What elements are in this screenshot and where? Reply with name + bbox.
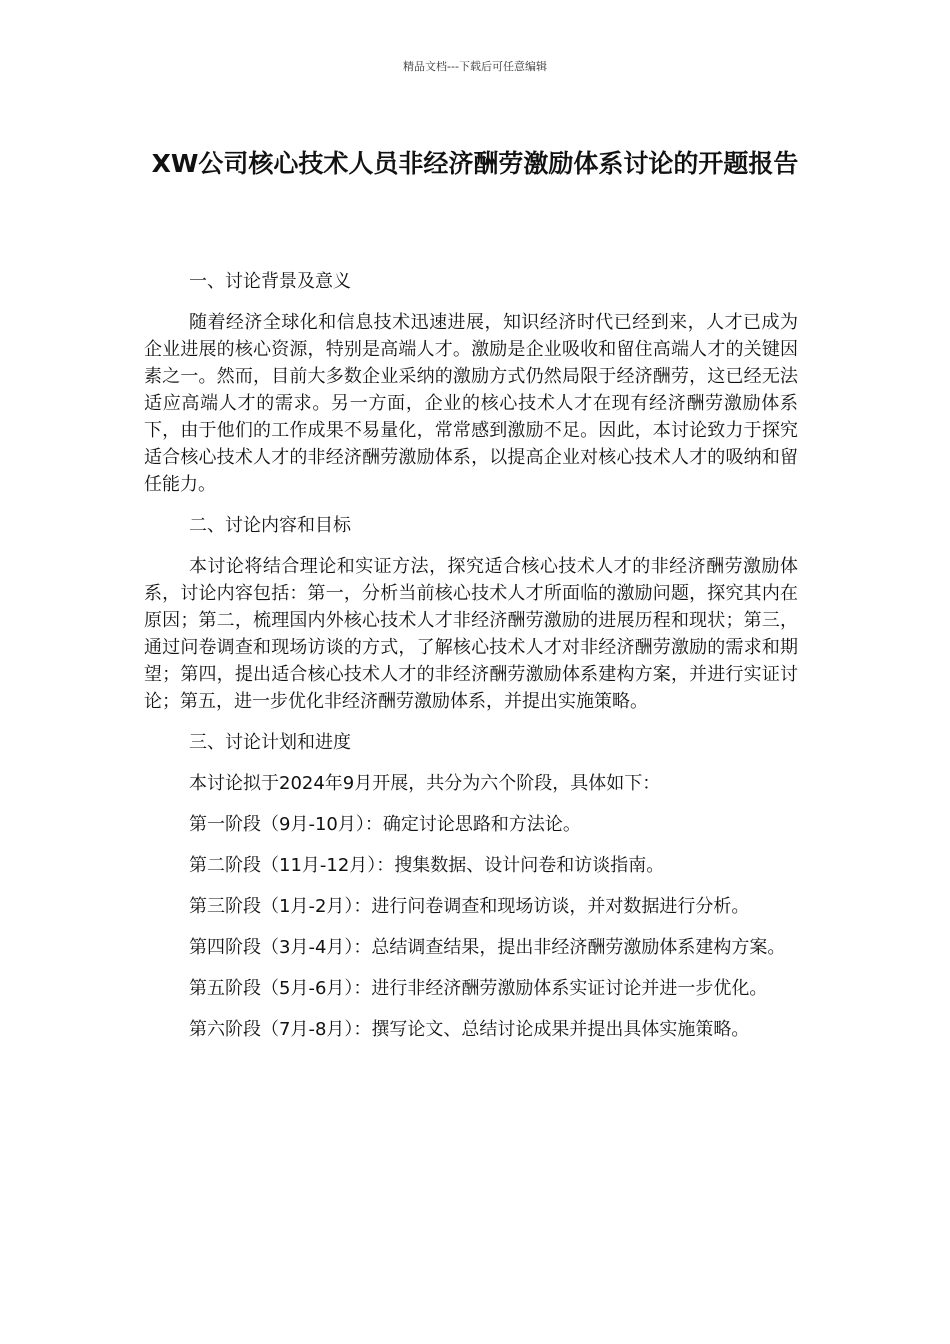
schedule-item: 第五阶段（5月-6月）：进行非经济酬劳激励体系实证讨论并进一步优化。 [189, 978, 768, 999]
header-note: 精品文档---下载后可任意编辑 [403, 60, 547, 73]
paragraph: 本讨论将结合理论和实证方法，探究适合核心技术人才的非经济酬劳激励体系，讨论内容包括：第一，分析当前核心技术人才所面临的激励问题，探究其内在原因；第二，梳理国内外核心技术人才非经济酬劳激励的进展历程和现状；第三，通过问卷调查和现场访谈的方式，了解核心技术人才对非经济酬劳激励的需求和期望；第四，提出适合核心技术人才的非经济酬劳激励体系建构方案，并进行实证讨论；第五，进一步优化非经济酬劳激励体系，并提出实施策略。 [144, 556, 798, 712]
section-heading: 三、讨论计划和进度 [189, 732, 351, 753]
paragraph: 随着经济全球化和信息技术迅速进展，知识经济时代已经到来，人才已成为企业进展的核心资源，特别是高端人才。激励是企业吸收和留住高端人才的关键因素之一。然而，目前大多数企业采纳的激励方式仍然局限于经济酬劳，这已经无法适应高端人才的需求。另一方面，企业的核心技术人才在现有经济酬劳激励体系下，由于他们的工作成果不易量化，常常感到激励不足。因此，本讨论致力于探究适合核心技术人才的非经济酬劳激励体系，以提高企业对核心技术人才的吸纳和留任能力。 [144, 312, 798, 495]
schedule-item: 第六阶段（7月-8月）：撰写论文、总结讨论成果并提出具体实施策略。 [189, 1019, 750, 1040]
schedule-item: 第四阶段（3月-4月）：总结调查结果，提出非经济酬劳激励体系建构方案。 [189, 937, 786, 958]
schedule-item: 第三阶段（1月-2月）：进行问卷调查和现场访谈，并对数据进行分析。 [189, 896, 750, 917]
document-title: XW公司核心技术人员非经济酬劳激励体系讨论的开题报告 [151, 149, 799, 178]
document-body [144, 268, 798, 1057]
section-heading: 二、讨论内容和目标 [189, 515, 351, 536]
schedule-item: 第二阶段（11月-12月）：搜集数据、设计问卷和访谈指南。 [189, 855, 665, 876]
section-heading: 一、讨论背景及意义 [189, 271, 351, 292]
schedule-item: 第一阶段（9月-10月）：确定讨论思路和方法论。 [189, 814, 581, 835]
paragraph: 本讨论拟于2024年9月开展，共分为六个阶段，具体如下： [189, 773, 661, 794]
